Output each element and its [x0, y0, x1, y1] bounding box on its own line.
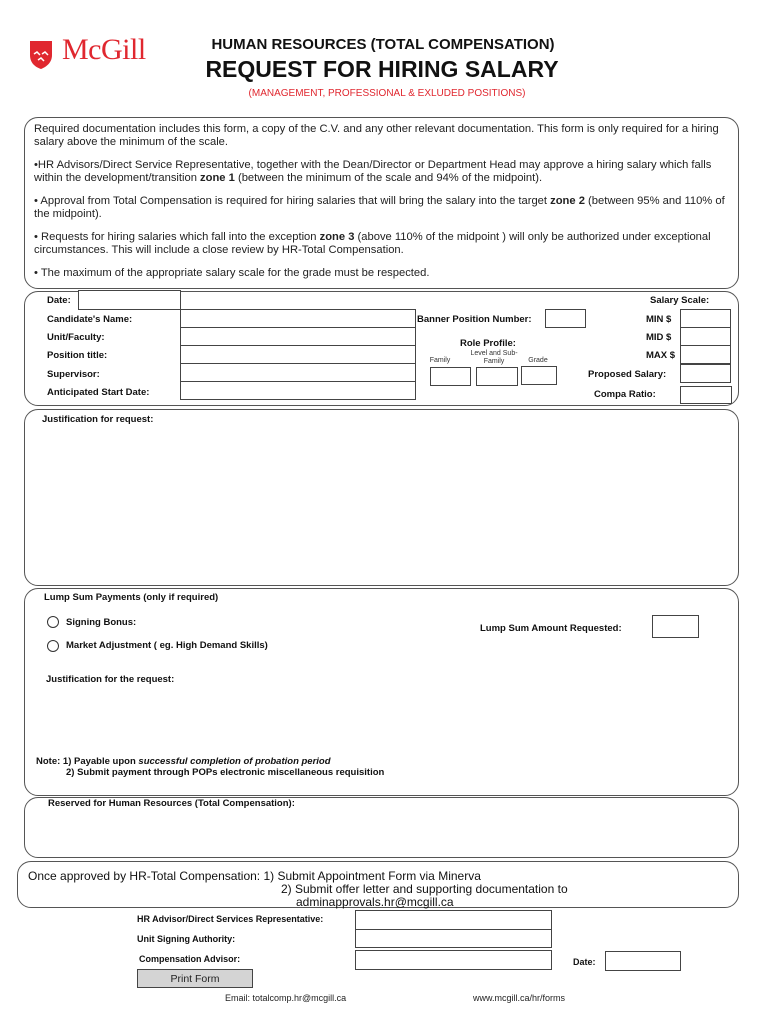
lump-sum-amount-field[interactable] [652, 615, 699, 638]
compensation-advisor-field[interactable] [355, 950, 552, 970]
role-profile-label: Role Profile: [460, 338, 516, 349]
reserved-label: Reserved for Human Resources (Total Compensation): [48, 798, 295, 809]
proposed-salary-label: Proposed Salary: [588, 369, 667, 380]
compa-ratio-field[interactable] [680, 386, 732, 404]
max-field[interactable] [680, 345, 731, 364]
salary-scale-label: Salary Scale: [650, 295, 710, 306]
signature-date-label: Date: [573, 957, 596, 967]
justification-label: Justification for request: [42, 414, 154, 425]
candidate-name-field[interactable] [180, 309, 416, 328]
market-adjustment-label: Market Adjustment ( eg. High Demand Skills) [66, 640, 268, 651]
department-heading: HUMAN RESOURCES (TOTAL COMPENSATION) [211, 36, 555, 53]
family-field[interactable] [430, 367, 471, 386]
instruction-paragraph: •HR Advisors/Direct Service Representative, together with the Dean/Director or Department Head may approve a hiring salary which falls within the development/transition zone 1 (between the minimum of the scale and 94% of the midpoint). [34, 159, 712, 184]
grade-field[interactable] [521, 366, 557, 385]
hr-advisor-label: HR Advisor/Direct Services Representative: [137, 914, 324, 924]
instruction-paragraph: Required documentation includes this form, a copy of the C.V. and any other relevant documentation. This form is only required for a hiring salary above the minimum of the scale. [34, 123, 719, 148]
min-field[interactable] [680, 309, 731, 328]
compensation-advisor-label: Compensation Advisor: [139, 954, 241, 964]
admin-approvals-email: adminapprovals.hr@mcgill.ca [296, 895, 454, 909]
instruction-paragraph: • Requests for hiring salaries which fall into the exception zone 3 (above 110% of the midpoint ) will only be authorized under exceptional circumstances. This will include a close review by HR-Total Compensation. [34, 231, 711, 256]
page-subtitle: (MANAGEMENT, PROFESSIONAL & EXLUDED POSITIONS) [248, 88, 526, 99]
supervisor-field[interactable] [180, 363, 416, 382]
level-subfamily-field[interactable] [476, 367, 518, 386]
footer-email: Email: totalcomp.hr@mcgill.ca [225, 993, 347, 1003]
unit-signing-label: Unit Signing Authority: [137, 934, 236, 944]
justification-box[interactable] [24, 409, 739, 586]
approval-line-1: Once approved by HR-Total Compensation: 1) Submit Appointment Form via Minerva [28, 869, 481, 883]
mcgill-logo-text: McGill [62, 33, 146, 66]
hr-advisor-field[interactable] [355, 910, 552, 930]
unit-signing-field[interactable] [355, 929, 552, 948]
supervisor-label: Supervisor: [47, 369, 100, 380]
lump-sum-title: Lump Sum Payments (only if required) [44, 592, 219, 603]
print-form-button[interactable]: Print Form [137, 969, 253, 988]
position-title-field[interactable] [180, 345, 416, 364]
proposed-salary-field[interactable] [680, 364, 731, 383]
instruction-paragraph: • Approval from Total Compensation is required for hiring salaries that will bring the salary into the target zone 2 (between 95% and 110% of the midpoint). [34, 195, 725, 220]
max-label: MAX $ [646, 350, 676, 361]
level-subfamily-label: Level and Sub-Family [470, 350, 518, 365]
grade-label: Grade [528, 357, 548, 364]
banner-position-label: Banner Position Number: [417, 314, 532, 325]
compa-ratio-label: Compa Ratio: [594, 389, 656, 400]
banner-position-field[interactable] [545, 309, 586, 328]
instructions-text [34, 123, 734, 280]
candidate-name-label: Candidate's Name: [47, 314, 133, 325]
start-date-label: Anticipated Start Date: [47, 387, 150, 398]
date-field[interactable] [78, 290, 181, 310]
instruction-paragraph: • The maximum of the appropriate salary scale for the grade must be respected. [34, 267, 430, 279]
mid-label: MID $ [646, 332, 672, 343]
start-date-field[interactable] [180, 381, 416, 400]
approval-line-2: 2) Submit offer letter and supporting documentation to [281, 882, 568, 896]
footer-website: www.mcgill.ca/hr/forms [473, 993, 566, 1003]
date-label: Date: [47, 295, 71, 306]
signing-bonus-label: Signing Bonus: [66, 617, 137, 628]
lump-justification-label: Justification for the request: [46, 674, 175, 685]
note-line-2: 2) Submit payment through POPs electronic miscellaneous requisition [66, 767, 385, 778]
market-adjustment-radio[interactable] [47, 640, 59, 652]
family-label: Family [429, 357, 451, 364]
position-title-label: Position title: [47, 350, 108, 361]
unit-faculty-label: Unit/Faculty: [47, 332, 105, 343]
signing-bonus-radio[interactable] [47, 616, 59, 628]
page-title: REQUEST FOR HIRING SALARY [205, 56, 559, 82]
mid-field[interactable] [680, 327, 731, 346]
unit-faculty-field[interactable] [180, 327, 416, 346]
lump-sum-amount-label: Lump Sum Amount Requested: [480, 623, 622, 634]
note-line-1: Note: 1) Payable upon successful completion of probation period [36, 756, 331, 767]
min-label: MIN $ [646, 314, 672, 325]
signature-date-field[interactable] [605, 951, 681, 971]
